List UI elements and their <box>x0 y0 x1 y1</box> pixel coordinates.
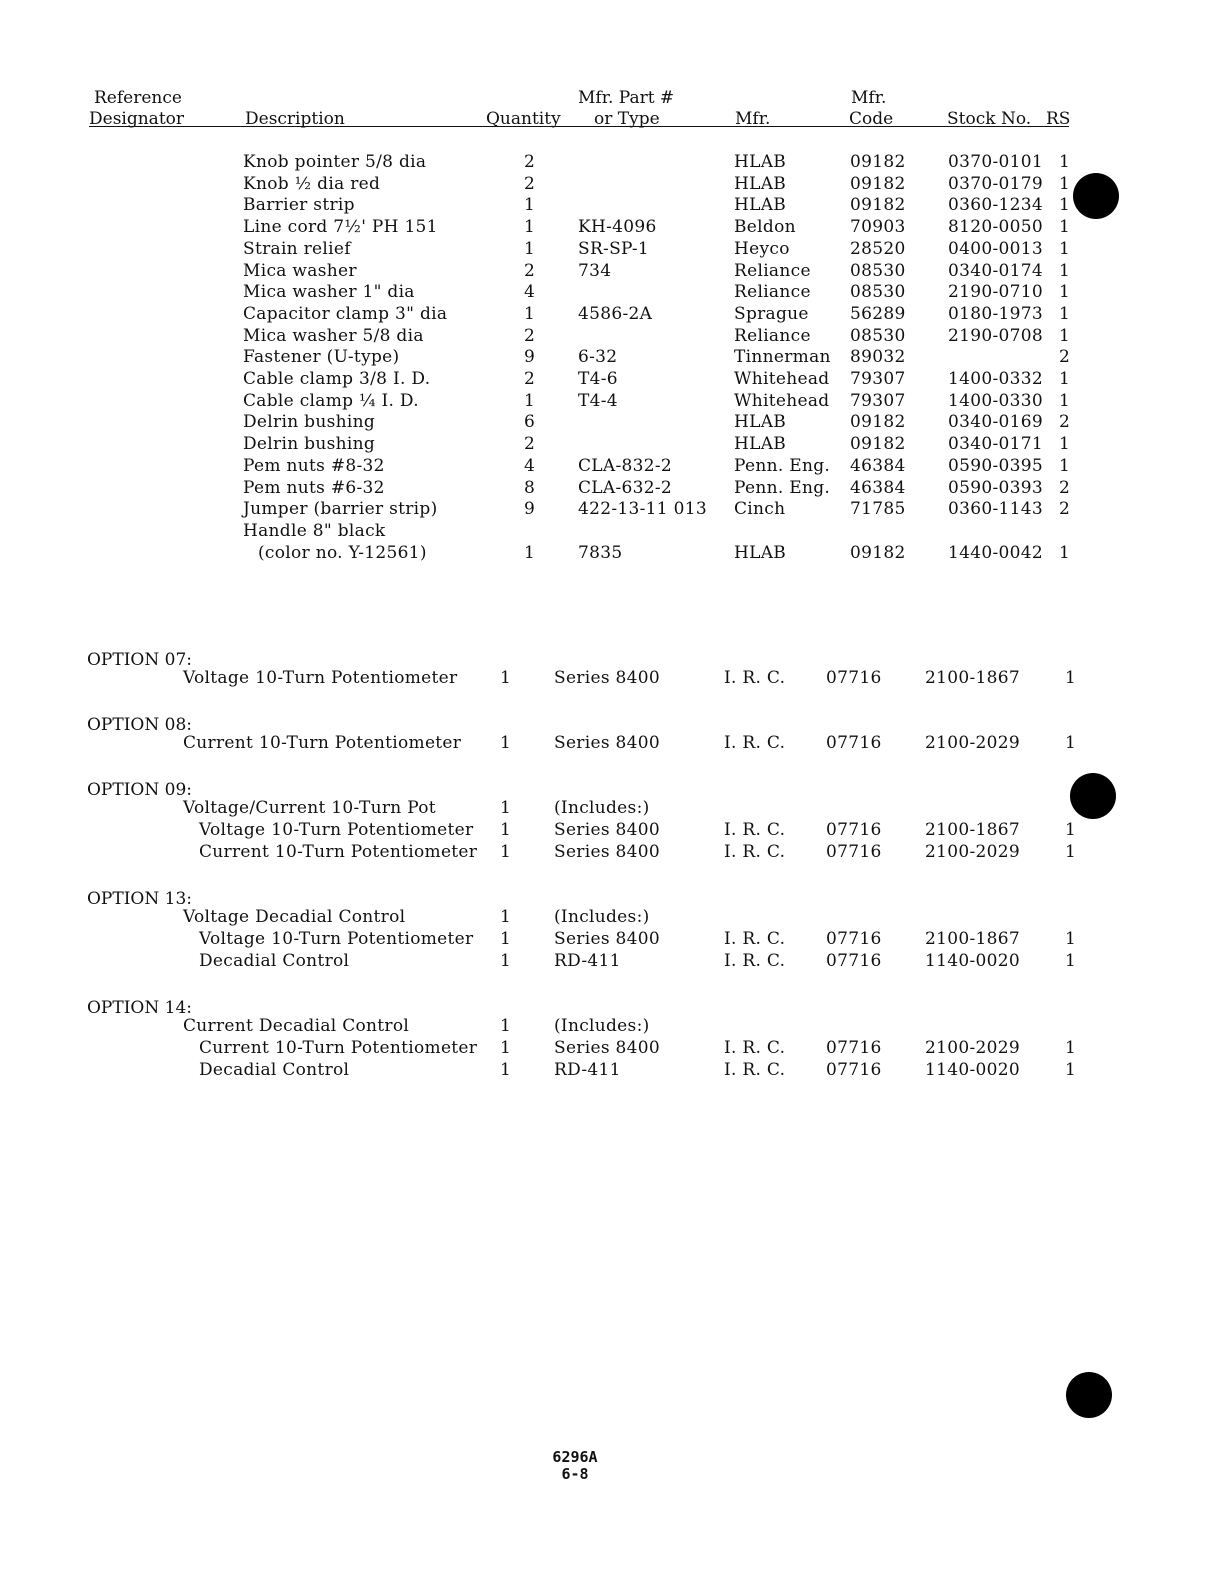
cell-part-number: 734 <box>578 260 612 281</box>
cell-description: (color no. Y-12561) <box>258 542 427 563</box>
cell-part-number: T4-4 <box>578 390 618 411</box>
cell-mfr-code: 79307 <box>850 369 906 389</box>
cell-rs: 1 <box>1065 1038 1077 1058</box>
cell-description: Delrin bushing <box>243 412 376 433</box>
cell-manufacturer: I. R. C. <box>724 929 786 949</box>
cell-description: Line cord 7½' PH 151 <box>243 217 438 238</box>
parts-row <box>0 433 1229 455</box>
header-designator: Designator <box>89 109 185 129</box>
cell-stock-number: 1140-0020 <box>925 951 1020 971</box>
cell-description: Delrin bushing <box>243 434 376 455</box>
cell-stock-number: 0370-0179 <box>948 173 1043 194</box>
cell-mfr-code: 09182 <box>850 173 906 194</box>
cell-rs: 2 <box>1059 499 1071 520</box>
cell-part-number: 7835 <box>578 542 623 563</box>
cell-manufacturer: HLAB <box>734 542 787 563</box>
cell-quantity: 1 <box>524 390 536 411</box>
cell-rs: 1 <box>1059 195 1071 216</box>
cell-stock-number: 0340-0174 <box>948 260 1043 281</box>
cell-rs: 1 <box>1065 842 1077 862</box>
option-row <box>0 819 1229 841</box>
cell-mfr-code: 09182 <box>850 195 906 216</box>
cell-stock-number: 1440-0042 <box>948 542 1043 563</box>
cell-description: Voltage Decadial Control <box>183 907 406 927</box>
cell-quantity: 1 <box>500 1016 512 1036</box>
cell-manufacturer: Cinch <box>734 499 786 520</box>
cell-part-number: 422-13-11 013 <box>578 499 707 520</box>
option-title: OPTION 07: <box>87 650 193 670</box>
cell-rs: 1 <box>1059 542 1071 563</box>
cell-rs: 1 <box>1059 434 1071 455</box>
cell-part-number: SR-SP-1 <box>578 238 650 259</box>
option-row <box>0 928 1229 950</box>
cell-stock-number: 1400-0332 <box>948 369 1043 389</box>
cell-description: Current 10-Turn Potentiometer <box>183 733 462 753</box>
header-description: Description <box>245 109 345 129</box>
footer-model: 6296A <box>552 1448 598 1466</box>
option-row <box>0 950 1229 972</box>
cell-quantity: 1 <box>524 195 536 216</box>
cell-part-number: CLA-832-2 <box>578 455 673 476</box>
cell-mfr-code: 09182 <box>850 152 906 172</box>
option-title: OPTION 08: <box>87 715 193 735</box>
cell-stock-number: 0360-1143 <box>948 499 1043 520</box>
header-or-type: or Type <box>594 109 660 129</box>
punch-hole-middle <box>1070 773 1116 819</box>
parts-row <box>0 390 1229 412</box>
cell-description: Capacitor clamp 3" dia <box>243 303 448 324</box>
cell-mfr-code: 09182 <box>850 412 906 433</box>
parts-row <box>0 455 1229 477</box>
cell-rs: 1 <box>1065 668 1077 688</box>
cell-part-number: RD-411 <box>554 1060 621 1080</box>
cell-mfr-code: 28520 <box>850 238 906 259</box>
cell-quantity: 6 <box>524 412 536 433</box>
cell-mfr-code: 09182 <box>850 434 906 455</box>
punch-hole-bottom <box>1066 1372 1112 1418</box>
cell-rs: 2 <box>1059 347 1071 368</box>
cell-manufacturer: Reliance <box>734 325 811 346</box>
header-quantity: Quantity <box>486 109 561 129</box>
header-rule <box>89 126 1069 127</box>
cell-rs: 1 <box>1059 282 1071 303</box>
cell-stock-number: 8120-0050 <box>948 217 1043 238</box>
header-mfr-part: Mfr. Part # <box>578 88 675 108</box>
cell-part-number: (Includes:) <box>554 907 650 927</box>
cell-description: Decadial Control <box>199 1060 350 1080</box>
cell-manufacturer: Reliance <box>734 260 811 281</box>
option-row <box>0 732 1229 754</box>
cell-description: Knob ½ dia red <box>243 173 381 194</box>
header-rs: RS <box>1046 109 1071 129</box>
cell-stock-number: 0180-1973 <box>948 303 1043 324</box>
parts-row <box>0 151 1229 173</box>
option-title: OPTION 14: <box>87 998 193 1018</box>
cell-mfr-code: 71785 <box>850 499 906 520</box>
footer-page-number: 6-8 <box>561 1465 589 1483</box>
cell-manufacturer: HLAB <box>734 173 787 194</box>
cell-stock-number: 0400-0013 <box>948 238 1043 259</box>
cell-rs: 2 <box>1059 477 1071 498</box>
option-row <box>0 1037 1229 1059</box>
cell-mfr-code: 08530 <box>850 325 906 346</box>
cell-quantity: 1 <box>500 668 512 688</box>
cell-description: Current Decadial Control <box>183 1016 410 1036</box>
parts-row <box>0 498 1229 520</box>
cell-description: Handle 8" black <box>243 520 386 541</box>
cell-rs: 1 <box>1065 1060 1077 1080</box>
cell-rs: 2 <box>1059 412 1071 433</box>
cell-mfr-code: 46384 <box>850 477 906 498</box>
cell-quantity: 2 <box>524 325 536 346</box>
parts-row <box>0 173 1229 195</box>
cell-mfr-code: 09182 <box>850 542 906 563</box>
cell-stock-number: 2100-2029 <box>925 733 1020 753</box>
cell-stock-number: 0340-0171 <box>948 434 1043 455</box>
cell-manufacturer: Penn. Eng. <box>734 477 831 498</box>
cell-description: Voltage/Current 10-Turn Pot <box>183 798 436 818</box>
cell-quantity: 1 <box>524 217 536 238</box>
option-row <box>0 667 1229 689</box>
option-row <box>0 1015 1229 1037</box>
cell-stock-number: 2100-1867 <box>925 929 1020 949</box>
cell-description: Voltage 10-Turn Potentiometer <box>199 820 474 840</box>
cell-manufacturer: HLAB <box>734 195 787 216</box>
cell-manufacturer: Sprague <box>734 303 809 324</box>
cell-stock-number: 2190-0708 <box>948 325 1043 346</box>
cell-manufacturer: Beldon <box>734 217 796 238</box>
header-mfr-code-1: Mfr. <box>851 88 887 108</box>
cell-description: Mica washer 5/8 dia <box>243 325 424 346</box>
cell-mfr-code: 08530 <box>850 260 906 281</box>
cell-quantity: 1 <box>500 733 512 753</box>
cell-quantity: 2 <box>524 152 536 172</box>
cell-part-number: Series 8400 <box>554 668 661 688</box>
cell-description: Fastener (U-type) <box>243 347 400 368</box>
cell-quantity: 4 <box>524 455 536 476</box>
cell-quantity: 2 <box>524 434 536 455</box>
cell-part-number: CLA-632-2 <box>578 477 673 498</box>
cell-description: Current 10-Turn Potentiometer <box>199 842 478 862</box>
cell-rs: 1 <box>1059 325 1071 346</box>
cell-description: Voltage 10-Turn Potentiometer <box>199 929 474 949</box>
cell-part-number: Series 8400 <box>554 733 661 753</box>
cell-stock-number: 1140-0020 <box>925 1060 1020 1080</box>
parts-row <box>0 346 1229 368</box>
cell-manufacturer: I. R. C. <box>724 820 786 840</box>
cell-rs: 1 <box>1065 929 1077 949</box>
cell-quantity: 1 <box>500 1060 512 1080</box>
cell-description: Decadial Control <box>199 951 350 971</box>
cell-manufacturer: I. R. C. <box>724 1038 786 1058</box>
cell-description: Cable clamp ¼ I. D. <box>243 390 419 411</box>
cell-mfr-code: 89032 <box>850 347 906 368</box>
cell-stock-number: 2100-1867 <box>925 668 1020 688</box>
cell-mfr-code: 56289 <box>850 303 906 324</box>
cell-description: Jumper (barrier strip) <box>243 499 438 520</box>
cell-rs: 1 <box>1059 173 1071 194</box>
cell-part-number: Series 8400 <box>554 842 661 862</box>
cell-description: Pem nuts #8-32 <box>243 455 385 476</box>
cell-quantity: 1 <box>500 842 512 862</box>
cell-rs: 1 <box>1059 152 1071 172</box>
cell-part-number: RD-411 <box>554 951 621 971</box>
cell-part-number: Series 8400 <box>554 1038 661 1058</box>
cell-rs: 1 <box>1059 390 1071 411</box>
cell-part-number: (Includes:) <box>554 1016 650 1036</box>
parts-row <box>0 325 1229 347</box>
parts-row <box>0 216 1229 238</box>
cell-rs: 1 <box>1065 951 1077 971</box>
cell-description: Voltage 10-Turn Potentiometer <box>183 668 458 688</box>
cell-part-number: (Includes:) <box>554 798 650 818</box>
cell-quantity: 1 <box>524 238 536 259</box>
cell-mfr-code: 07716 <box>826 820 882 840</box>
header-stock-no: Stock No. <box>947 109 1032 129</box>
cell-description: Knob pointer 5/8 dia <box>243 152 427 172</box>
cell-quantity: 9 <box>524 347 536 368</box>
parts-row <box>0 260 1229 282</box>
cell-manufacturer: I. R. C. <box>724 842 786 862</box>
cell-stock-number: 2100-2029 <box>925 842 1020 862</box>
cell-part-number: 6-32 <box>578 347 618 368</box>
cell-mfr-code: 07716 <box>826 1038 882 1058</box>
cell-manufacturer: I. R. C. <box>724 1060 786 1080</box>
cell-manufacturer: I. R. C. <box>724 733 786 753</box>
cell-stock-number: 0370-0101 <box>948 152 1043 172</box>
cell-description: Pem nuts #6-32 <box>243 477 385 498</box>
cell-rs: 1 <box>1059 260 1071 281</box>
cell-stock-number: 1400-0330 <box>948 390 1043 411</box>
cell-description: Cable clamp 3/8 I. D. <box>243 369 431 389</box>
option-row <box>0 841 1229 863</box>
cell-manufacturer: HLAB <box>734 152 787 172</box>
cell-mfr-code: 46384 <box>850 455 906 476</box>
cell-quantity: 1 <box>500 951 512 971</box>
cell-part-number: Series 8400 <box>554 929 661 949</box>
cell-description: Current 10-Turn Potentiometer <box>199 1038 478 1058</box>
cell-manufacturer: Penn. Eng. <box>734 455 831 476</box>
cell-description: Mica washer 1" dia <box>243 282 415 303</box>
cell-rs: 1 <box>1059 369 1071 389</box>
cell-rs: 1 <box>1059 238 1071 259</box>
parts-row <box>0 477 1229 499</box>
cell-quantity: 1 <box>500 907 512 927</box>
cell-quantity: 1 <box>500 1038 512 1058</box>
cell-stock-number: 0590-0395 <box>948 455 1043 476</box>
option-row <box>0 1059 1229 1081</box>
cell-quantity: 1 <box>500 820 512 840</box>
cell-description: Mica washer <box>243 260 357 281</box>
cell-description: Barrier strip <box>243 195 355 216</box>
option-title: OPTION 13: <box>87 889 193 909</box>
cell-manufacturer: Whitehead <box>734 369 830 389</box>
cell-stock-number: 2100-2029 <box>925 1038 1020 1058</box>
cell-mfr-code: 08530 <box>850 282 906 303</box>
cell-quantity: 2 <box>524 260 536 281</box>
option-title: OPTION 09: <box>87 780 193 800</box>
cell-manufacturer: HLAB <box>734 434 787 455</box>
cell-part-number: 4586-2A <box>578 303 653 324</box>
cell-mfr-code: 07716 <box>826 951 882 971</box>
cell-quantity: 1 <box>524 542 536 563</box>
cell-rs: 1 <box>1065 820 1077 840</box>
parts-row <box>0 368 1229 390</box>
cell-rs: 1 <box>1059 455 1071 476</box>
cell-stock-number: 0340-0169 <box>948 412 1043 433</box>
cell-quantity: 9 <box>524 499 536 520</box>
parts-row <box>0 542 1229 564</box>
header-code: Code <box>849 109 894 129</box>
cell-manufacturer: Reliance <box>734 282 811 303</box>
option-row <box>0 797 1229 819</box>
cell-mfr-code: 79307 <box>850 390 906 411</box>
cell-manufacturer: I. R. C. <box>724 951 786 971</box>
cell-stock-number: 0590-0393 <box>948 477 1043 498</box>
parts-row <box>0 238 1229 260</box>
cell-mfr-code: 07716 <box>826 668 882 688</box>
parts-row <box>0 281 1229 303</box>
cell-mfr-code: 70903 <box>850 217 906 238</box>
parts-row <box>0 520 1229 542</box>
cell-rs: 1 <box>1059 303 1071 324</box>
cell-mfr-code: 07716 <box>826 929 882 949</box>
cell-quantity: 1 <box>500 929 512 949</box>
cell-part-number: Series 8400 <box>554 820 661 840</box>
cell-manufacturer: HLAB <box>734 412 787 433</box>
cell-quantity: 8 <box>524 477 536 498</box>
cell-description: Strain relief <box>243 238 351 259</box>
cell-rs: 1 <box>1065 733 1077 753</box>
parts-row <box>0 194 1229 216</box>
cell-stock-number: 2190-0710 <box>948 282 1043 303</box>
cell-quantity: 1 <box>500 798 512 818</box>
cell-manufacturer: Tinnerman <box>734 347 831 368</box>
cell-mfr-code: 07716 <box>826 1060 882 1080</box>
cell-part-number: KH-4096 <box>578 217 657 238</box>
cell-manufacturer: I. R. C. <box>724 668 786 688</box>
header-reference: Reference <box>94 88 182 108</box>
cell-quantity: 4 <box>524 282 536 303</box>
cell-quantity: 2 <box>524 369 536 389</box>
cell-mfr-code: 07716 <box>826 842 882 862</box>
cell-mfr-code: 07716 <box>826 733 882 753</box>
cell-quantity: 2 <box>524 173 536 194</box>
cell-quantity: 1 <box>524 303 536 324</box>
header-mfr: Mfr. <box>735 109 771 129</box>
cell-manufacturer: Heyco <box>734 238 790 259</box>
punch-hole-top <box>1073 173 1119 219</box>
cell-stock-number: 2100-1867 <box>925 820 1020 840</box>
cell-part-number: T4-6 <box>578 369 618 389</box>
cell-stock-number: 0360-1234 <box>948 195 1043 216</box>
cell-rs: 1 <box>1059 217 1071 238</box>
cell-manufacturer: Whitehead <box>734 390 830 411</box>
option-row <box>0 906 1229 928</box>
parts-row <box>0 303 1229 325</box>
parts-row <box>0 411 1229 433</box>
